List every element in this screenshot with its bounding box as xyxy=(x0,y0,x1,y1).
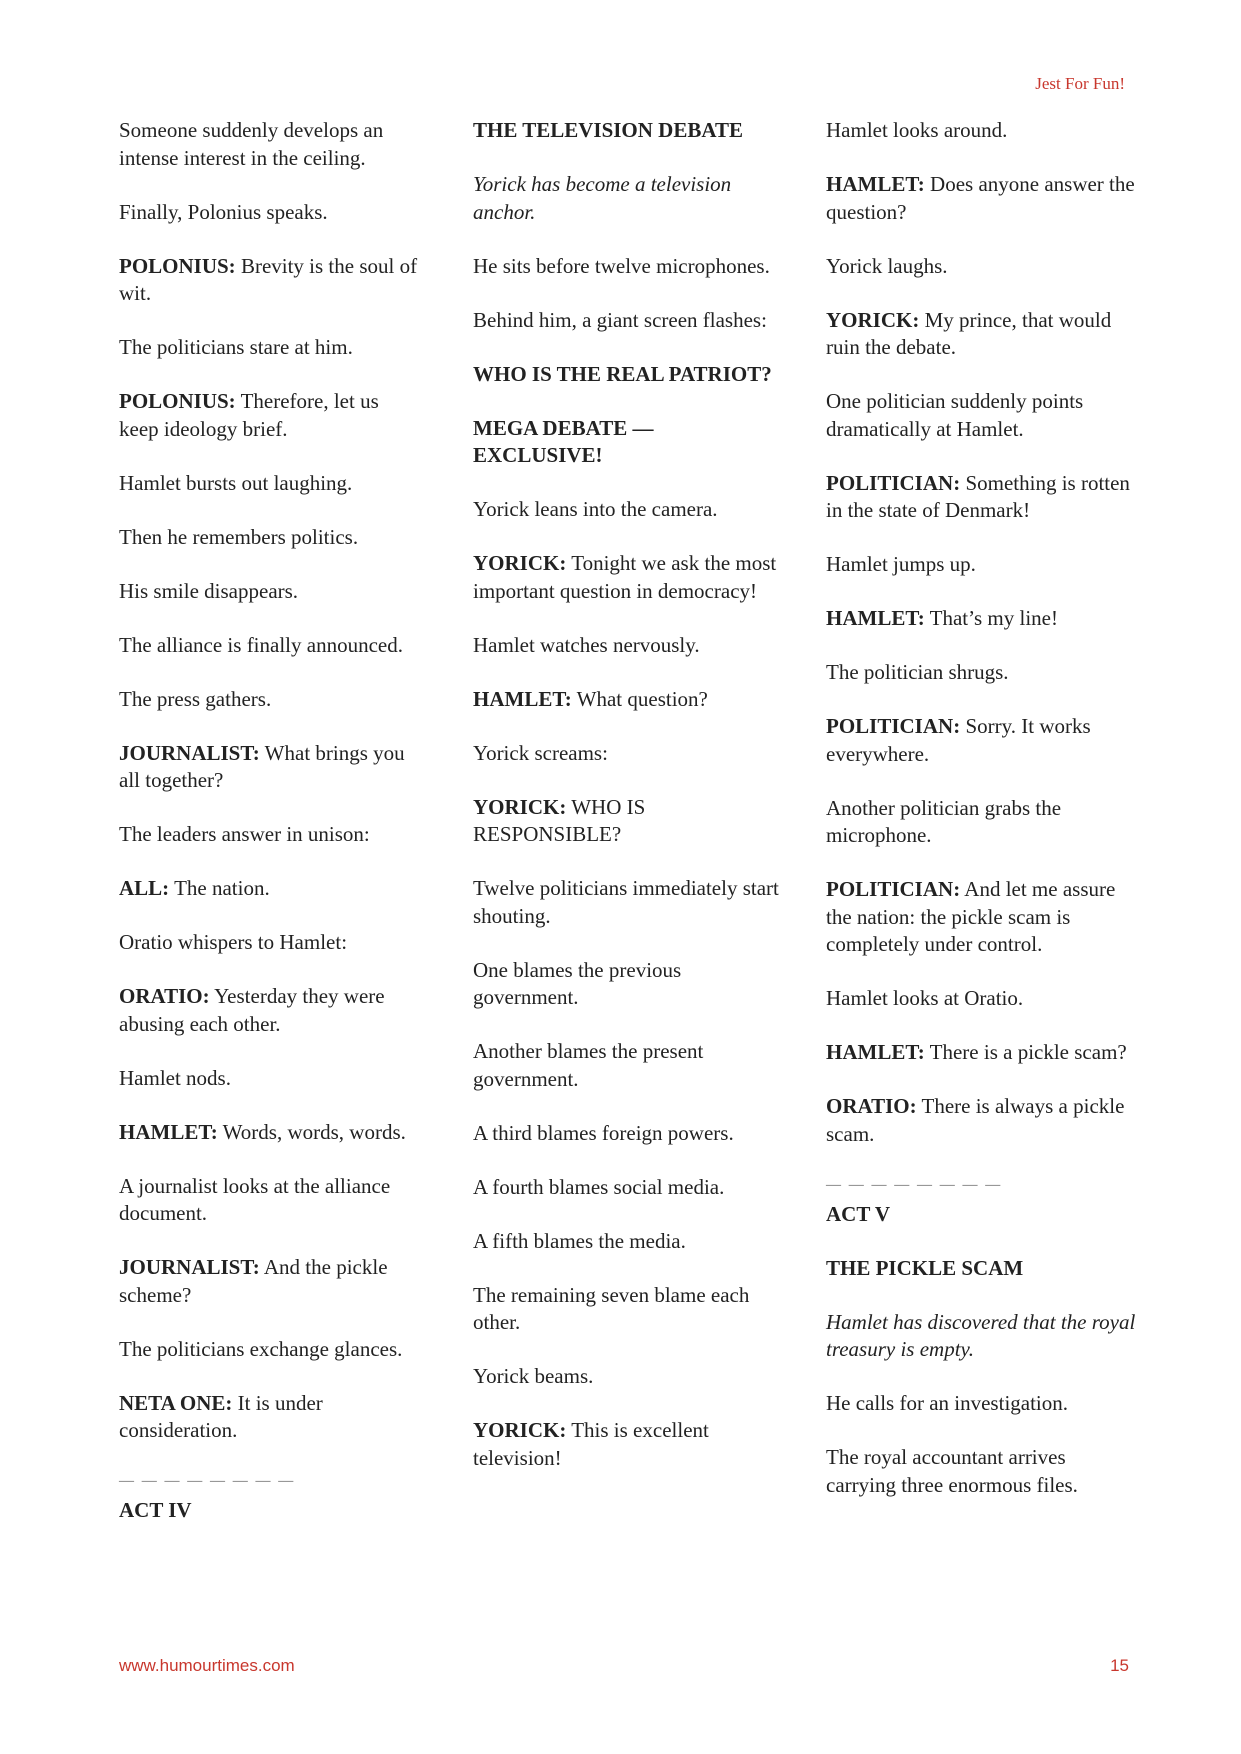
column-2 xyxy=(473,117,783,1499)
dialogue-text: Tonight we ask the most important question in democracy! xyxy=(473,551,777,603)
dialogue-text: Therefore, let us keep ideology brief. xyxy=(119,389,379,441)
dialogue-line xyxy=(119,1390,419,1445)
narration-paragraph: A fifth blames the media. xyxy=(473,1228,686,1253)
section-heading: WHO IS THE REAL PATRIOT? xyxy=(473,361,772,386)
narration-paragraph: Hamlet jumps up. xyxy=(826,552,976,576)
narration-paragraph: Yorick laughs. xyxy=(826,253,948,278)
narration-paragraph: The alliance is finally announced. xyxy=(119,632,403,657)
narration-paragraph: Hamlet looks at Oratio. xyxy=(826,986,1024,1010)
section-heading: THE TELEVISION DEBATE xyxy=(473,118,743,142)
speaker-name: HAMLET: xyxy=(119,1119,218,1144)
narration-paragraph: Hamlet looks around. xyxy=(826,118,1008,142)
dialogue-line xyxy=(826,171,1136,226)
narration-paragraph: The politician shrugs. xyxy=(826,660,1009,684)
dialogue-text: And the pickle scheme? xyxy=(119,1255,388,1307)
dialogue-text: Something is rotten in the state of Denmark! xyxy=(826,470,1130,522)
dialogue-line xyxy=(826,713,1136,768)
dialogue-text: It is under consideration. xyxy=(119,1390,323,1442)
narration-paragraph: Yorick beams. xyxy=(473,1364,594,1388)
narration-paragraph: Finally, Polonius speaks. xyxy=(119,199,328,224)
page-number: 15 xyxy=(1110,1656,1129,1675)
narration-paragraph: The remaining seven blame each other. xyxy=(473,1282,750,1334)
dialogue-text: The nation. xyxy=(174,876,270,900)
narration-paragraph: One politician suddenly points dramatically at Hamlet. xyxy=(826,389,1084,441)
dialogue-text: WHO IS RESPONSIBLE? xyxy=(473,794,646,846)
speaker-name: POLITICIAN: xyxy=(826,470,961,495)
footer-site-link[interactable]: www.humourtimes.com xyxy=(119,1656,295,1675)
speaker-name: ALL: xyxy=(119,876,170,900)
speaker-name: JOURNALIST: xyxy=(119,740,260,765)
speaker-name: YORICK: xyxy=(473,794,567,819)
narration-paragraph: Then he remembers politics. xyxy=(119,524,359,549)
dialogue-text: Words, words, words. xyxy=(222,1119,406,1144)
dialogue-line xyxy=(826,1093,1136,1148)
narration-paragraph: Hamlet watches nervously. xyxy=(473,632,700,657)
speaker-name: POLONIUS: xyxy=(119,389,236,413)
dialogue-line xyxy=(119,253,419,308)
section-heading: ACT IV xyxy=(119,1498,192,1522)
speaker-name: POLONIUS: xyxy=(119,253,236,278)
stage-direction: Hamlet has discovered that the royal treasury is empty. xyxy=(826,1309,1136,1361)
section-header: Jest For Fun! xyxy=(1035,74,1125,93)
speaker-name: HAMLET: xyxy=(826,1040,925,1064)
narration-paragraph: Another politician grabs the microphone. xyxy=(826,795,1062,847)
section-heading: MEGA DEBATE — EXCLUSIVE! xyxy=(473,415,654,467)
speaker-name: ORATIO: xyxy=(119,984,210,1008)
narration-paragraph: Behind him, a giant screen flashes: xyxy=(473,307,767,332)
dialogue-line xyxy=(826,307,1136,362)
dialogue-line xyxy=(119,388,419,443)
speaker-name: HAMLET: xyxy=(826,606,925,630)
dialogue-text: There is always a pickle scam. xyxy=(826,1094,1125,1146)
narration-paragraph: Twelve politicians immediately start shouting. xyxy=(473,876,779,928)
section-divider: — — — — — — — — xyxy=(119,1473,296,1489)
dialogue-line xyxy=(473,686,783,714)
narration-paragraph: The leaders answer in unison: xyxy=(119,822,370,846)
dialogue-text: Sorry. It works everywhere. xyxy=(826,714,1091,766)
speaker-name: YORICK: xyxy=(473,551,567,575)
narration-paragraph: The politicians stare at him. xyxy=(119,335,353,359)
narration-paragraph: The politicians exchange glances. xyxy=(119,1336,403,1361)
dialogue-text: There is a pickle scam? xyxy=(929,1040,1127,1064)
dialogue-line xyxy=(119,1254,419,1309)
narration-paragraph: His smile disappears. xyxy=(119,578,299,603)
narration-paragraph: A fourth blames social media. xyxy=(473,1174,725,1199)
dialogue-text: This is excellent television! xyxy=(473,1418,709,1470)
speaker-name: POLITICIAN: xyxy=(826,714,961,738)
dialogue-line xyxy=(473,550,783,605)
dialogue-line xyxy=(473,794,783,849)
narration-paragraph: Someone suddenly develops an intense interest in the ceiling. xyxy=(119,118,384,170)
section-heading: THE PICKLE SCAM xyxy=(826,1255,1024,1280)
dialogue-text: Yesterday they were abusing each other. xyxy=(119,984,385,1036)
narration-paragraph: A third blames foreign powers. xyxy=(473,1120,734,1145)
column-1 xyxy=(119,117,419,1551)
dialogue-text: And let me assure the nation: the pickle scam is completely under control. xyxy=(826,877,1116,956)
speaker-name: POLITICIAN: xyxy=(826,877,961,901)
narration-paragraph: Another blames the present government. xyxy=(473,1039,704,1091)
dialogue-line xyxy=(826,876,1136,959)
section-heading: ACT V xyxy=(826,1201,890,1226)
section-divider: — — — — — — — — xyxy=(826,1176,1003,1193)
dialogue-line xyxy=(119,983,419,1038)
narration-paragraph: Yorick screams: xyxy=(473,740,608,765)
narration-paragraph: The royal accountant arrives carrying three enormous files. xyxy=(826,1445,1078,1497)
narration-paragraph: Hamlet nods. xyxy=(119,1065,231,1090)
narration-paragraph: Yorick leans into the camera. xyxy=(473,497,718,521)
stage-direction: Yorick has become a television anchor. xyxy=(473,172,732,224)
dialogue-text: Brevity is the soul of wit. xyxy=(119,253,418,305)
narration-paragraph: Hamlet bursts out laughing. xyxy=(119,470,353,495)
narration-paragraph: The press gathers. xyxy=(119,686,272,711)
narration-paragraph: One blames the previous government. xyxy=(473,957,682,1009)
speaker-name: ORATIO: xyxy=(826,1094,917,1118)
dialogue-text: Does anyone answer the question? xyxy=(826,172,1135,224)
speaker-name: HAMLET: xyxy=(826,172,925,196)
dialogue-line xyxy=(826,470,1136,525)
dialogue-line xyxy=(826,1039,1136,1067)
dialogue-text: My prince, that would ruin the debate. xyxy=(826,307,1112,359)
dialogue-line xyxy=(826,605,1136,633)
speaker-name: JOURNALIST: xyxy=(119,1255,260,1279)
dialogue-text: What brings you all together? xyxy=(119,740,405,792)
speaker-name: HAMLET: xyxy=(473,686,572,711)
narration-paragraph: A journalist looks at the alliance document. xyxy=(119,1173,391,1225)
dialogue-line xyxy=(119,875,419,903)
narration-paragraph: He calls for an investigation. xyxy=(826,1391,1069,1415)
dialogue-line xyxy=(119,1119,419,1147)
dialogue-line xyxy=(473,1417,783,1472)
dialogue-line xyxy=(119,740,419,795)
speaker-name: YORICK: xyxy=(473,1418,567,1442)
dialogue-text: What question? xyxy=(576,686,708,711)
speaker-name: YORICK: xyxy=(826,307,920,332)
column-3 xyxy=(826,117,1136,1526)
speaker-name: NETA ONE: xyxy=(119,1390,233,1415)
dialogue-text: That’s my line! xyxy=(929,606,1058,630)
narration-paragraph: He sits before twelve microphones. xyxy=(473,253,770,278)
narration-paragraph: Oratio whispers to Hamlet: xyxy=(119,930,348,954)
